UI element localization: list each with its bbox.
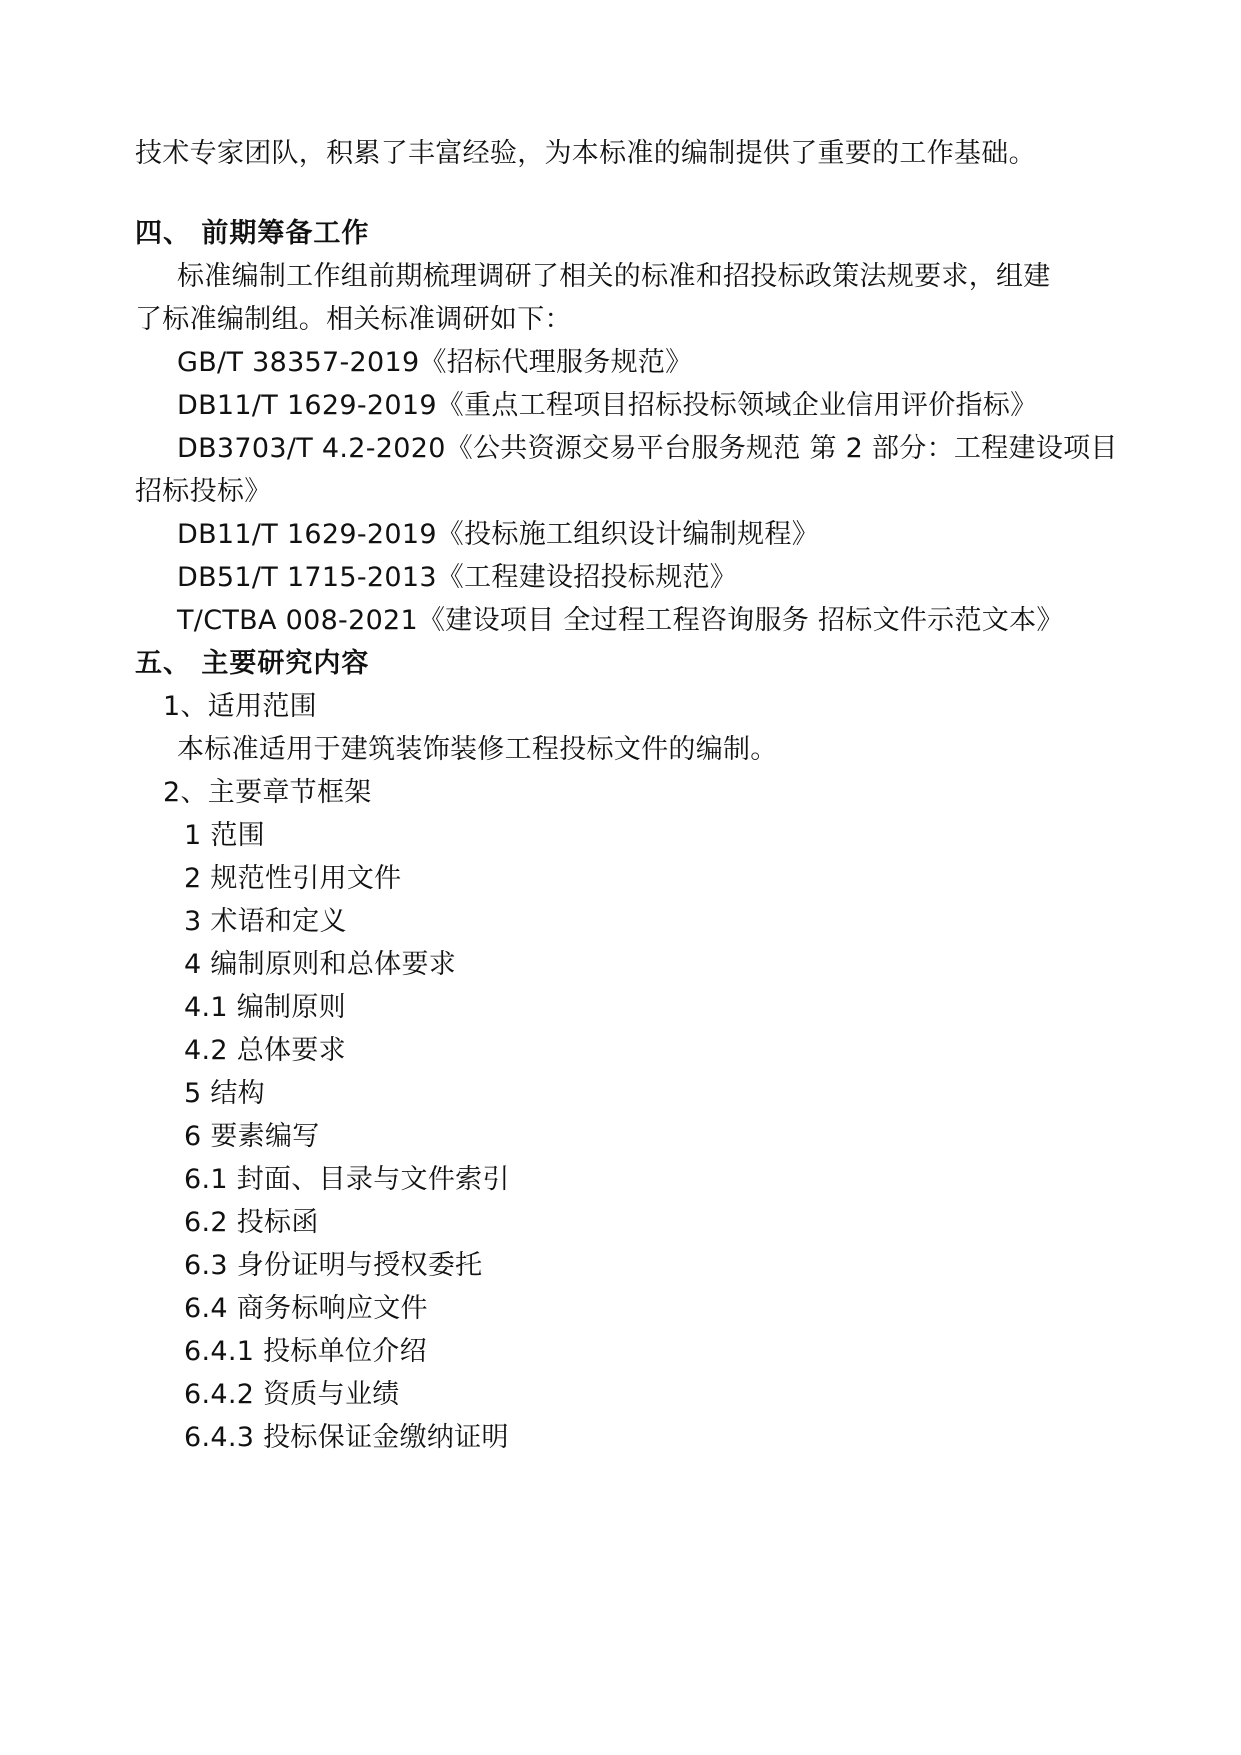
outline-item: 4.2 总体要求 [184,1035,346,1066]
outline-item: 6 要素编写 [184,1121,320,1152]
outline-item: 1 范围 [184,820,265,851]
outline-item: 5 结构 [184,1078,265,1109]
outline-item: 4 编制原则和总体要求 [184,949,457,980]
outline-item: 2 规范性引用文件 [184,863,402,894]
outline-item: 6.4.1 投标单位介绍 [184,1336,427,1367]
standard-item: DB51/T 1715-2013《工程建设招投标规范》 [177,562,738,593]
outline-item: 6.1 封面、目录与文件索引 [184,1164,510,1195]
standard-item: DB11/T 1629-2019《投标施工组织设计编制规程》 [177,519,820,550]
outline-item: 6.4.3 投标保证金缴纳证明 [184,1422,509,1453]
standard-item: DB11/T 1629-2019《重点工程项目招标投标领域企业信用评价指标》 [177,390,1038,421]
subsection-1-title: 1、适用范围 [163,691,317,722]
outline-item: 6.3 身份证明与授权委托 [184,1250,483,1281]
section-4-paragraph-line-1: 标准编制工作组前期梳理调研了相关的标准和招投标政策法规要求，组建 [177,261,1051,292]
standard-item: GB/T 38357-2019《招标代理服务规范》 [177,347,693,378]
section-4-paragraph-line-2: 了标准编制组。相关标准调研如下： [135,304,572,335]
subsection-2-title: 2、主要章节框架 [163,777,372,808]
outline-item: 6.2 投标函 [184,1207,319,1238]
section-5-heading: 五、 主要研究内容 [135,648,370,679]
outline-item: 3 术语和定义 [184,906,347,937]
intro-continuation-text: 技术专家团队，积累了丰富经验，为本标准的编制提供了重要的工作基础。 [135,138,1036,169]
standard-item: DB3703/T 4.2-2020《公共资源交易平台服务规范 第 2 部分：工程建设项目 [177,433,1118,464]
outline-item: 4.1 编制原则 [184,992,346,1023]
standard-item: T/CTBA 008-2021《建设项目 全过程工程咨询服务 招标文件示范文本》 [177,605,1064,636]
outline-item: 6.4.2 资质与业绩 [184,1379,400,1410]
standard-item-continuation: 招标投标》 [135,476,272,507]
section-4-heading: 四、 前期筹备工作 [135,218,370,249]
outline-item: 6.4 商务标响应文件 [184,1293,428,1324]
subsection-1-text: 本标准适用于建筑装饰装修工程投标文件的编制。 [177,734,778,765]
